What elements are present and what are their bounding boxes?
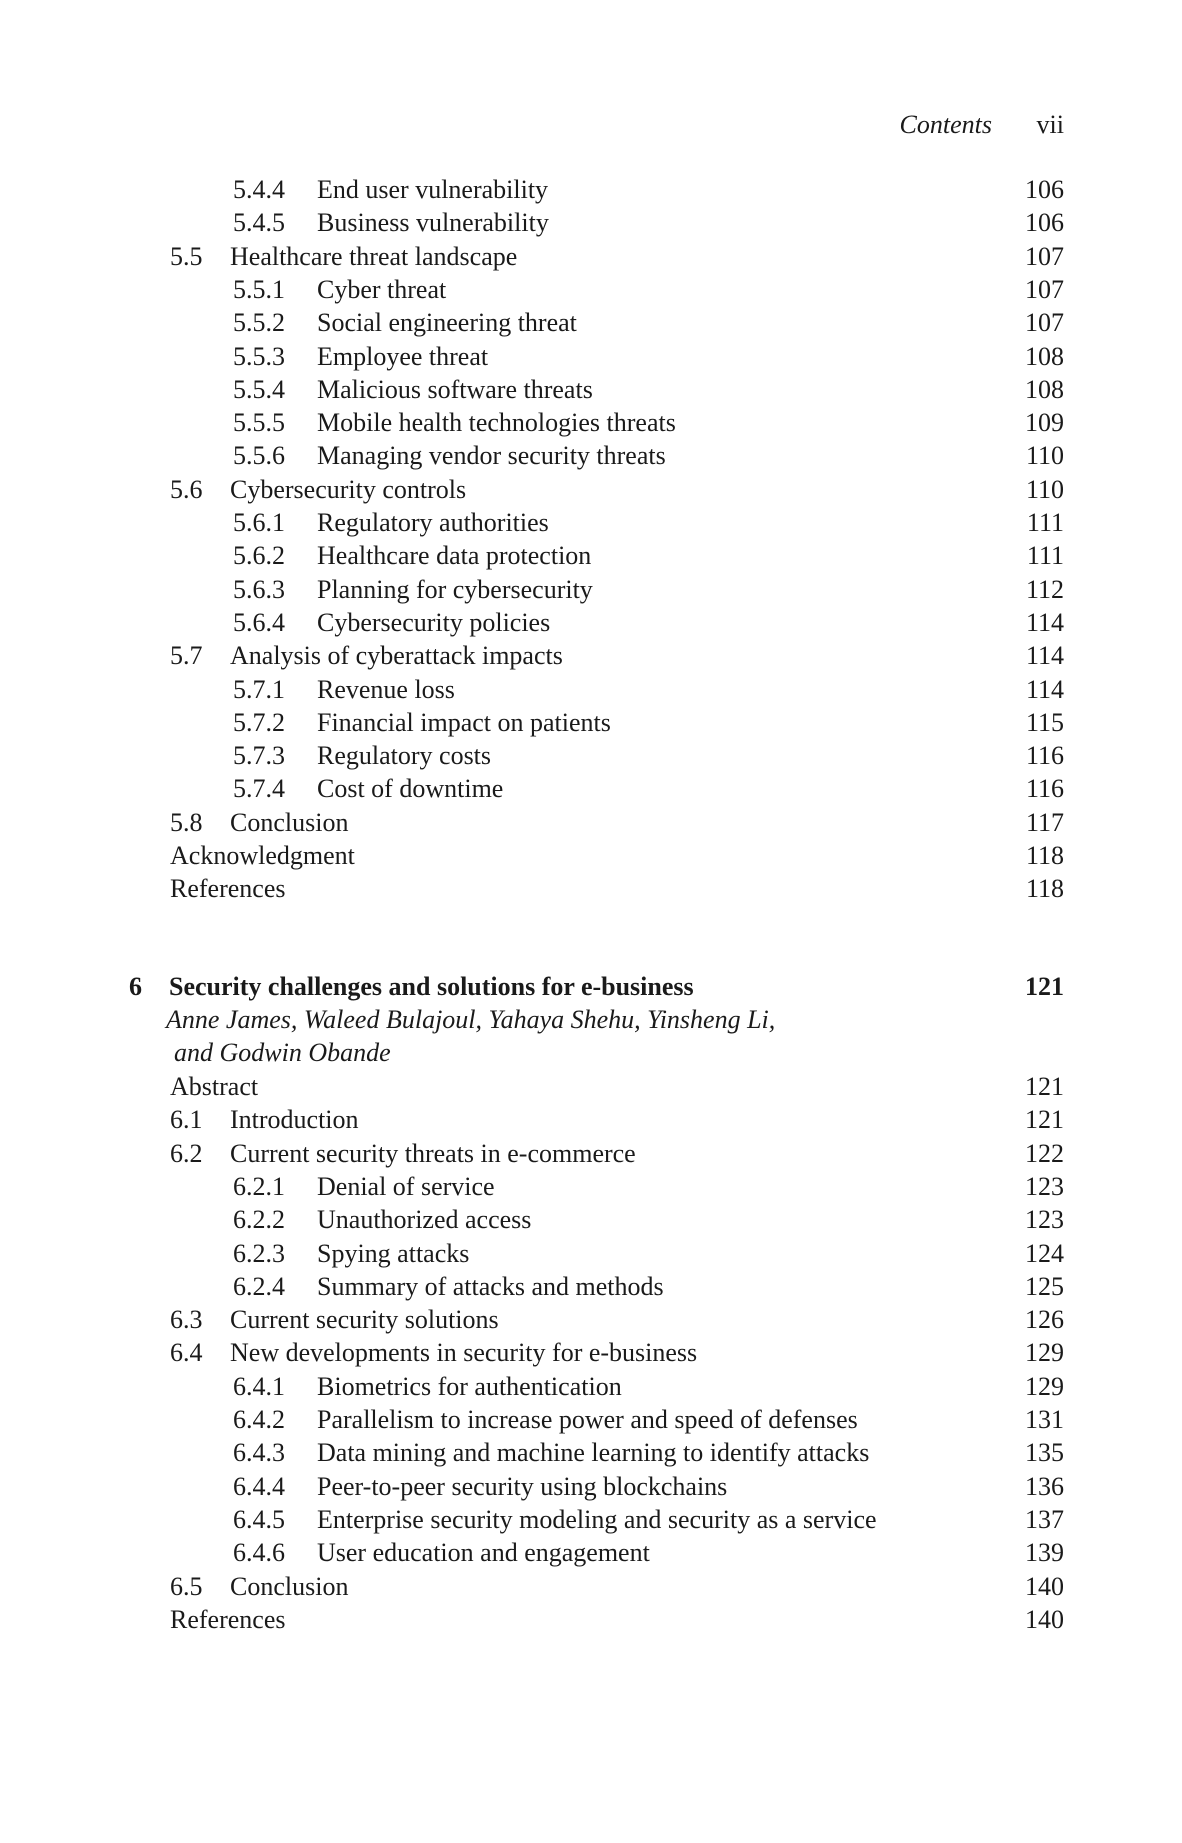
authors-text: and Godwin Obande [174,1038,391,1067]
chapter-entry[interactable] [0,970,1182,1003]
entry-number: 5.5.6 [233,441,285,471]
toc-entry[interactable] [0,1536,1182,1569]
toc-entry[interactable] [0,539,1182,572]
entry-title: Financial impact on patients [317,707,611,737]
toc-entry[interactable] [0,1303,1182,1336]
entry-number: 5.7.3 [233,741,285,771]
entry-page: 107 [1025,274,1064,304]
toc-entry[interactable] [0,739,1182,772]
entry-page: 112 [1025,574,1064,604]
entry-title: New developments in security for e-business [230,1338,698,1368]
entry-page: 123 [1025,1205,1064,1235]
toc-entry[interactable] [0,1137,1182,1170]
entry-number: 5.4.5 [233,208,285,238]
toc-entry[interactable] [0,872,1182,905]
entry-page: 110 [1025,441,1064,471]
entry-page: 106 [1025,175,1064,204]
toc-entry[interactable] [0,706,1182,739]
entry-number: 6.4.4 [233,1471,285,1501]
toc-entry[interactable] [0,1336,1182,1369]
entry-page: 140 [1025,1571,1064,1601]
entry-number: 6.4.3 [233,1438,285,1468]
page-number: vii [1036,110,1064,139]
entry-page: 107 [1025,241,1064,271]
entry-title: Unauthorized access [317,1205,532,1235]
toc-entry[interactable] [0,673,1182,706]
entry-title: Current security solutions [230,1305,499,1335]
chapter-authors-line-2 [0,1036,1182,1069]
entry-page: 136 [1025,1471,1064,1501]
entry-page: 139 [1025,1538,1064,1568]
entry-title: Summary of attacks and methods [317,1271,664,1301]
entry-title: Introduction [230,1105,359,1135]
entry-number: 6.2 [170,1138,203,1168]
entry-title: Business vulnerability [317,208,549,238]
entry-page: 117 [1025,807,1064,837]
entry-title: Cyber threat [317,274,447,304]
entry-title: Current security threats in e-commerce [230,1138,636,1168]
entry-title: User education and engagement [317,1538,650,1568]
chapter-number: 6 [129,972,142,1001]
entry-title: Cybersecurity controls [230,474,467,504]
entry-number: 6.2.2 [233,1205,285,1235]
entry-number: 5.8 [170,807,203,837]
toc-entry[interactable] [0,1370,1182,1403]
entry-number: 5.5.2 [233,308,285,338]
toc-entry[interactable] [0,1503,1182,1536]
toc-entry[interactable] [0,206,1182,239]
entry-page: 108 [1025,341,1064,371]
entry-page: 115 [1025,707,1064,737]
entry-title: Conclusion [230,1571,349,1601]
toc-entry[interactable] [0,439,1182,472]
entry-page: 118 [1025,841,1064,870]
entry-title: References [170,1604,286,1634]
toc-entry[interactable] [0,573,1182,606]
running-header [0,110,1182,146]
entry-title: Planning for cybersecurity [317,574,593,604]
entry-title: Healthcare data protection [317,541,592,571]
entry-number: 6.4.1 [233,1371,285,1401]
entry-title: Managing vendor security threats [317,441,666,471]
entry-title: Analysis of cyberattack impacts [230,641,563,671]
entry-number: 6.2.1 [233,1171,285,1201]
entry-title: Biometrics for authentication [317,1371,622,1401]
entry-title: Conclusion [230,807,349,837]
toc-entry[interactable] [0,473,1182,506]
entry-title: Social engineering threat [317,308,577,338]
entry-title: Regulatory costs [317,741,492,771]
entry-page: 109 [1025,408,1064,438]
entry-number: 6.4 [170,1338,203,1368]
entry-title: Cybersecurity policies [317,607,551,637]
entry-page: 111 [1026,508,1064,537]
entry-page: 126 [1025,1305,1064,1335]
toc-entry[interactable] [0,1203,1182,1236]
entry-title: Data mining and machine learning to identify attacks [317,1438,870,1468]
entry-title: References [170,874,286,904]
toc-entry[interactable] [0,173,1182,206]
toc-entry[interactable] [0,1436,1182,1469]
entry-number: 5.6.4 [233,607,285,637]
entry-page: 135 [1025,1438,1064,1468]
authors-text: Anne James, Waleed Bulajoul, Yahaya Shehu, Yinsheng Li, [166,1005,776,1034]
entry-page: 106 [1025,208,1064,238]
entry-page: 116 [1025,741,1064,771]
entry-number: 6.2.4 [233,1271,285,1301]
running-title: Contents [899,110,992,139]
entry-number: 5.6.3 [233,574,285,604]
toc-entry[interactable] [0,1603,1182,1636]
entry-page: 121 [1025,1105,1064,1135]
toc-entry[interactable] [0,1403,1182,1436]
toc-entry[interactable] [0,1470,1182,1503]
toc-entry[interactable] [0,1070,1182,1103]
entry-page: 124 [1025,1238,1064,1268]
entry-number: 6.2.3 [233,1238,285,1268]
toc-entry[interactable] [0,506,1182,539]
entry-page: 107 [1025,308,1064,338]
toc-entry[interactable] [0,406,1182,439]
entry-title: Acknowledgment [170,841,355,870]
entry-title: Regulatory authorities [317,508,549,537]
toc-entry[interactable] [0,606,1182,639]
entry-page: 114 [1025,641,1064,671]
toc-entry[interactable] [0,306,1182,339]
entry-number: 5.6.1 [233,508,285,537]
toc-entry[interactable] [0,1103,1182,1136]
entry-title: Revenue loss [317,674,455,704]
entry-page: 121 [1025,1072,1064,1101]
chapter-title: Security challenges and solutions for e-business [169,972,694,1001]
entry-title: Cost of downtime [317,774,504,804]
entry-page: 111 [1026,541,1064,571]
entry-title: Mobile health technologies threats [317,408,676,438]
toc-entry[interactable] [0,772,1182,805]
entry-number: 6.4.5 [233,1504,285,1534]
entry-title: Enterprise security modeling and security as a service [317,1504,877,1534]
entry-number: 5.6 [170,474,203,504]
entry-number: 6.5 [170,1571,203,1601]
entry-number: 5.7.2 [233,707,285,737]
entry-number: 5.7.4 [233,774,285,804]
toc-entry[interactable] [0,373,1182,406]
entry-title: Employee threat [317,341,489,371]
entry-title: Peer-to-peer security using blockchains [317,1471,728,1501]
entry-page: 118 [1025,874,1064,904]
entry-title: Denial of service [317,1171,495,1201]
toc-entry[interactable] [0,340,1182,373]
toc-entry[interactable] [0,806,1182,839]
toc-entry[interactable] [0,273,1182,306]
entry-number: 6.4.6 [233,1538,285,1568]
entry-page: 123 [1025,1171,1064,1201]
entry-page: 137 [1025,1504,1064,1534]
toc-entry[interactable] [0,639,1182,672]
toc-entry[interactable] [0,839,1182,872]
entry-number: 5.5.1 [233,274,285,304]
chapter-page: 121 [1025,972,1064,1001]
entry-page: 122 [1025,1138,1064,1168]
entry-page: 116 [1025,774,1064,804]
entry-number: 5.5.3 [233,341,285,371]
entry-title: Spying attacks [317,1238,470,1268]
entry-title: Healthcare threat landscape [230,241,518,271]
entry-number: 5.5 [170,241,203,271]
entry-page: 110 [1025,474,1064,504]
entry-number: 5.4.4 [233,175,285,204]
entry-number: 6.3 [170,1305,203,1335]
entry-number: 5.5.5 [233,408,285,438]
entry-title: Parallelism to increase power and speed of defenses [317,1405,858,1434]
toc-entry[interactable] [0,240,1182,273]
toc-entry[interactable] [0,1270,1182,1303]
toc-entry[interactable] [0,1170,1182,1203]
entry-number: 5.5.4 [233,374,285,404]
entry-number: 5.6.2 [233,541,285,571]
entry-number: 5.7 [170,641,203,671]
entry-page: 114 [1025,607,1064,637]
entry-page: 114 [1025,674,1064,704]
entry-number: 6.1 [170,1105,203,1135]
entry-title: End user vulnerability [317,175,549,204]
toc-entry[interactable] [0,1237,1182,1270]
entry-title: Abstract [170,1072,259,1101]
entry-number: 6.4.2 [233,1405,285,1434]
entry-page: 129 [1025,1371,1064,1401]
entry-number: 5.7.1 [233,674,285,704]
chapter-authors-line-1 [0,1003,1182,1036]
entry-title: Malicious software threats [317,374,593,404]
entry-page: 140 [1025,1604,1064,1634]
entry-page: 108 [1025,374,1064,404]
toc-entry[interactable] [0,1570,1182,1603]
entry-page: 129 [1025,1338,1064,1368]
entry-page: 131 [1025,1405,1064,1434]
entry-page: 125 [1025,1271,1064,1301]
